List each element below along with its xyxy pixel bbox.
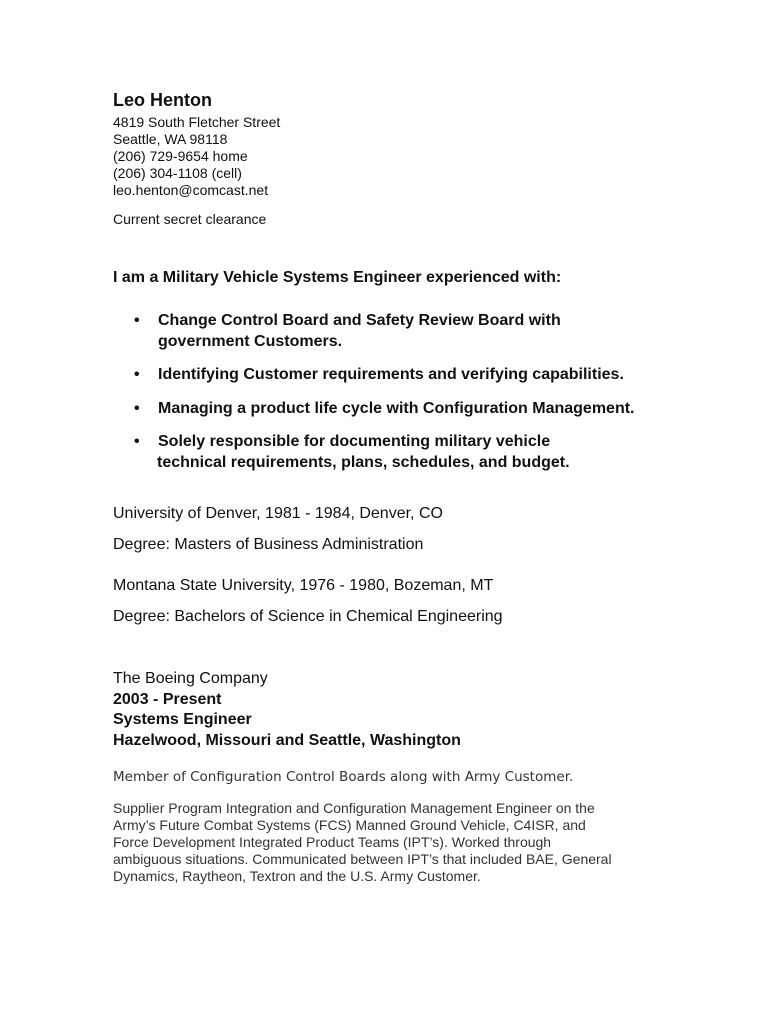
job-member-line: Member of Configuration Control Boards along with Army Customer. — [113, 769, 574, 785]
bullet-text: Managing a product life cycle with Configuration Management. — [158, 400, 635, 417]
bullet-icon: • — [134, 312, 140, 329]
contact-block — [113, 114, 280, 199]
address-line: 4819 South Fletcher Street — [113, 114, 281, 130]
summary-heading: I am a Military Vehicle Systems Engineer experienced with: — [113, 269, 562, 286]
bullet-icon: • — [134, 400, 140, 417]
list-item — [113, 310, 713, 352]
bullet-text: Identifying Customer requirements and verifying capabilities. — [158, 366, 624, 383]
job-header — [113, 669, 461, 751]
description-line: Supplier Program Integration and Configuration Management Engineer on the — [113, 800, 595, 816]
list-item — [113, 431, 713, 473]
email-address: leo.henton@comcast.net — [113, 182, 269, 198]
description-line: Army’s Future Combat Systems (FCS) Manned Ground Vehicle, C4ISR, and — [113, 817, 586, 833]
job-title: Systems Engineer — [113, 711, 252, 728]
education-school: University of Denver, 1981 - 1984, Denver, CO — [113, 505, 443, 522]
description-line: Dynamics, Raytheon, Textron and the U.S. Army Customer. — [113, 868, 481, 884]
home-phone: (206) 729-9654 home — [113, 148, 248, 164]
education-degree: Degree: Bachelors of Science in Chemical Engineering — [113, 608, 503, 625]
bullet-text: Solely responsible for documenting military vehicle — [158, 433, 551, 450]
clearance-line: Current secret clearance — [113, 211, 267, 227]
job-location: Hazelwood, Missouri and Seattle, Washington — [113, 731, 461, 749]
bullet-icon: • — [134, 366, 140, 383]
list-item — [113, 364, 713, 385]
candidate-name: Leo Henton — [113, 90, 212, 110]
job-company: The Boeing Company — [113, 670, 268, 687]
cell-phone: (206) 304-1108 (cell) — [113, 165, 242, 181]
bullet-text: government Customers. — [158, 333, 343, 350]
education-school: Montana State University, 1976 - 1980, Bozeman, MT — [113, 577, 494, 594]
experience-bullet-list — [113, 310, 713, 473]
job-years: 2003 - Present — [113, 690, 222, 708]
education-degree: Degree: Masters of Business Administration — [113, 536, 424, 553]
job-description — [113, 800, 673, 885]
city-line: Seattle, WA 98118 — [113, 131, 228, 147]
bullet-text: technical requirements, plans, schedules, and budget. — [157, 454, 570, 471]
description-line: Force Development Integrated Product Teams (IPT’s). Worked through — [113, 834, 552, 850]
list-item — [113, 398, 713, 419]
bullet-text: Change Control Board and Safety Review Board with — [158, 312, 561, 329]
bullet-icon: • — [134, 433, 140, 450]
description-line: ambiguous situations. Communicated between IPT’s that included BAE, General — [113, 851, 612, 867]
